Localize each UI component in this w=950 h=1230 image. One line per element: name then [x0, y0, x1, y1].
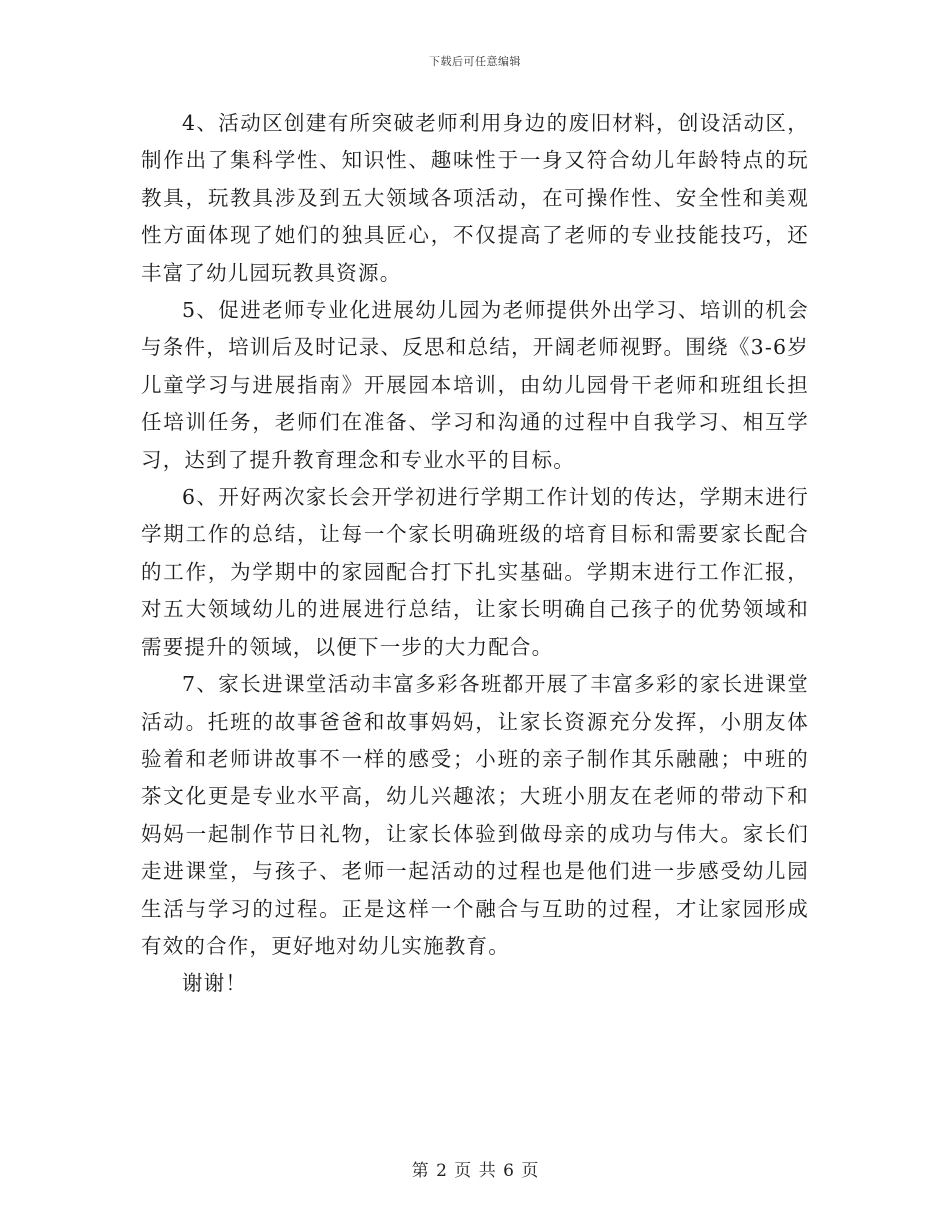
page-number-footer: 第 2 页 共 6 页 — [411, 1161, 539, 1181]
closing-thanks: 谢谢！ — [182, 971, 248, 996]
page-header-note: 下载后可任意编辑 — [429, 55, 521, 68]
document-body — [141, 105, 809, 1003]
paragraph-item-7: 7、家长进课堂活动丰富多彩各班都开展了丰富多彩的家长进课堂活动。托班的故事爸爸和故事妈妈，让家长资源充分发挥，小朋友体验着和老师讲故事不一样的感受；小班的亲子制作其乐融融；中班的茶文化更是专业水平高，幼儿兴趣浓；大班小朋友在老师的带动下和妈妈一起制作节日礼物，让家长体验到做母亲的成功与伟大。家长们走进课堂，与孩子、老师一起活动的过程也是他们进一步感受幼儿园生活与学习的过程。正是这样一个融合与互助的过程，才让家园形成有效的合作，更好地对幼儿实施教育。 — [141, 672, 809, 958]
paragraph-item-4: 4、活动区创建有所突破老师利用身边的废旧材料，创设活动区，制作出了集科学性、知识性、趣味性于一身又符合幼儿年龄特点的玩教具，玩教具涉及到五大领域各项活动，在可操作性、安全性和美观性方面体现了她们的独具匠心，不仅提高了老师的专业技能技巧，还丰富了幼儿园玩教具资源。 — [141, 111, 809, 285]
paragraph-item-6: 6、开好两次家长会开学初进行学期工作计划的传达，学期末进行学期工作的总结，让每一个家长明确班级的培育目标和需要家长配合的工作，为学期中的家园配合打下扎实基础。学期末进行工作汇报，对五大领域幼儿的进展进行总结，让家长明确自己孩子的优势领域和需要提升的领域，以便下一步的大力配合。 — [141, 485, 809, 659]
paragraph-item-5: 5、促进老师专业化进展幼儿园为老师提供外出学习、培训的机会与条件，培训后及时记录、反思和总结，开阔老师视野。围绕《3-6岁儿童学习与进展指南》开展园本培训，由幼儿园骨干老师和班组长担任培训任务，老师们在准备、学习和沟通的过程中自我学习、相互学习，达到了提升教育理念和专业水平的目标。 — [141, 298, 809, 472]
